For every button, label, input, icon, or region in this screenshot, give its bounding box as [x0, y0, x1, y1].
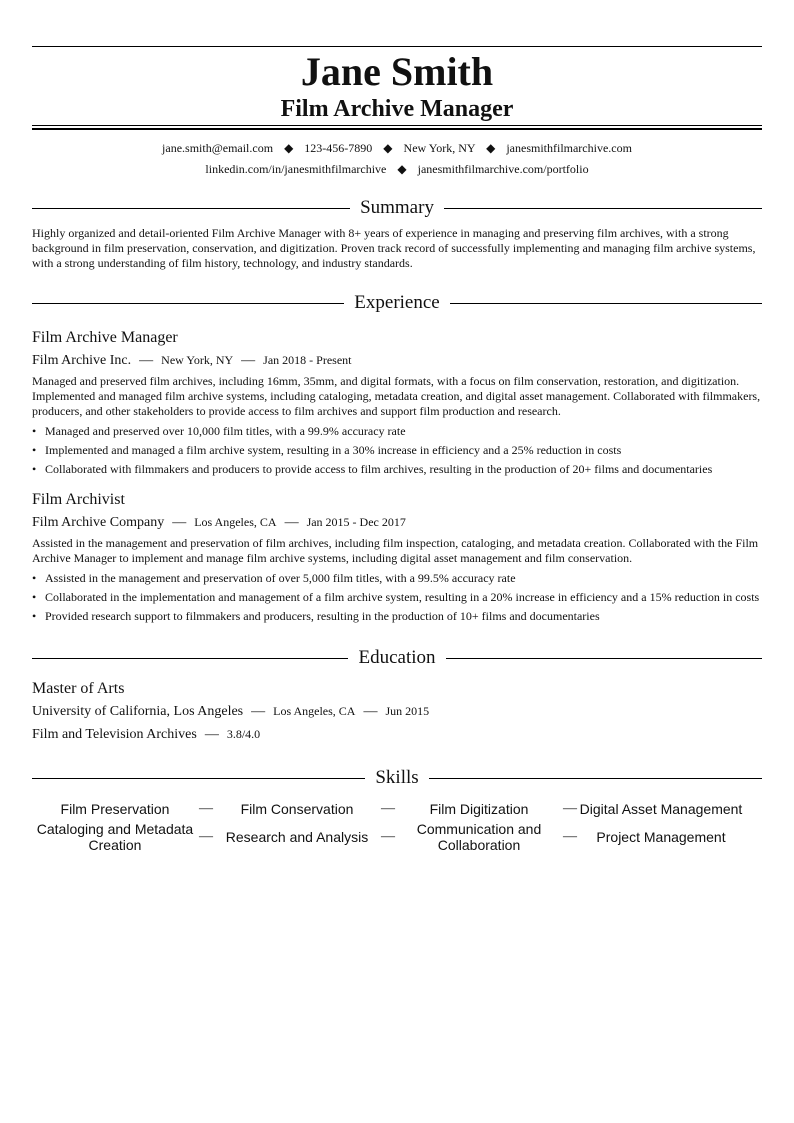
skill-item: Film Conservation — [240, 801, 354, 817]
skill-item: Research and Analysis — [225, 829, 369, 845]
summary-heading — [32, 194, 762, 222]
dash-separator: — — [284, 515, 299, 530]
bullet-icon: • — [32, 609, 37, 623]
education-field — [32, 723, 762, 746]
skills-row — [32, 820, 762, 854]
email[interactable]: jane.smith@email.com — [162, 141, 274, 155]
bullet-icon: • — [32, 424, 37, 438]
job-description: Assisted in the management and preservation of film archives, including film inspection, cataloging, and metadata creation. Collaborated with the Film Archive Manager to implement and manage film archive systems, including digital asset management and film conservation. — [32, 536, 759, 565]
job-title: Film Archivist — [32, 491, 125, 508]
dash-separator: — — [199, 829, 213, 844]
job-meta — [32, 511, 762, 534]
list-item: • Collaborated in the implementation and management of a film archive system, resulting in a 20% increase in efficiency and a 15% reduction in costs — [32, 588, 762, 607]
job-dates: Jan 2018 - Present — [263, 353, 352, 367]
job-location: New York, NY — [161, 353, 234, 367]
school: University of California, Los Angeles — [32, 704, 244, 719]
summary-text: Highly organized and detail-oriented Film Archive Manager with 8+ years of experience in managing and preserving film archives, with a strong background in film preservation, conservation, and digitization. Proven track record of successfully implementing and managing film archive systems, with a strong understanding of film history, technology, and industry standards. — [32, 226, 756, 270]
gpa: 3.8/4.0 — [226, 727, 261, 741]
list-item: • Provided research support to filmmakers and producers, resulting in the production of 10+ films and documentaries — [32, 607, 762, 626]
dash-separator: — — [199, 801, 213, 816]
bullet-icon: • — [32, 590, 37, 604]
dash-separator: — — [139, 353, 154, 368]
portfolio-link[interactable]: janesmithfilmarchive.com/portfolio — [417, 162, 589, 176]
list-item: • Managed and preserved over 10,000 film titles, with a 99.9% accuracy rate — [32, 422, 762, 441]
company: Film Archive Inc. — [32, 353, 132, 368]
job-meta — [32, 349, 762, 372]
job-location: Los Angeles, CA — [194, 515, 277, 529]
dash-separator: — — [241, 353, 256, 368]
job-achievements — [32, 569, 762, 626]
dash-separator: — — [204, 727, 219, 742]
company: Film Archive Company — [32, 515, 165, 530]
bullet-icon: • — [32, 443, 37, 457]
job-description: Managed and preserved film archives, including 16mm, 35mm, and digital formats, with a focus on film conservation, restoration, and digitization. Implemented and managed film archive systems, including cataloging, metadata creation, and digital asset management. Collaborated with filmmakers, producers, and other stakeholders to provide access to film archives and support film production and research. — [32, 374, 761, 418]
candidate-role: Film Archive Manager — [280, 96, 514, 122]
diamond-separator-icon: ◆ — [397, 162, 407, 176]
skill-item: Cataloging and Metadata Creation — [36, 821, 194, 853]
location: New York, NY — [403, 141, 476, 155]
graduation-date: Jun 2015 — [385, 704, 430, 718]
education-heading — [32, 644, 762, 672]
skills-row — [32, 798, 762, 820]
section-title: Education — [358, 647, 436, 668]
diamond-separator-icon: ◆ — [486, 141, 496, 155]
field-of-study: Film and Television Archives — [32, 727, 197, 742]
dash-separator: — — [563, 829, 577, 844]
dash-separator: — — [381, 829, 395, 844]
header-rules — [32, 125, 762, 130]
skills-heading — [32, 764, 762, 792]
section-title: Experience — [354, 292, 440, 313]
list-item: • Implemented and managed a film archive system, resulting in a 30% increase in efficiency and a 25% reduction in costs — [32, 441, 762, 460]
skill-item: Project Management — [596, 829, 726, 845]
education-entry — [32, 678, 762, 746]
contact-line-2 — [32, 159, 762, 180]
education-meta — [32, 700, 762, 723]
linkedin-link[interactable]: linkedin.com/in/janesmithfilmarchive — [205, 162, 387, 176]
phone[interactable]: 123-456-7890 — [304, 141, 373, 155]
website[interactable]: janesmithfilmarchive.com — [506, 141, 632, 155]
diamond-separator-icon: ◆ — [284, 141, 294, 155]
job-achievements — [32, 422, 762, 479]
dash-separator: — — [172, 515, 187, 530]
skill-item: Film Digitization — [429, 801, 529, 817]
dash-separator: — — [563, 801, 577, 816]
job-entry — [32, 489, 762, 626]
job-dates: Jan 2015 - Dec 2017 — [306, 515, 406, 529]
experience-heading — [32, 289, 762, 317]
section-title: Summary — [360, 197, 434, 218]
job-entry — [32, 327, 762, 479]
contact-info — [32, 138, 762, 180]
skills-grid — [32, 798, 762, 854]
bullet-icon: • — [32, 462, 37, 476]
skill-item: Film Preservation — [60, 801, 170, 817]
list-item: • Assisted in the management and preservation of over 5,000 film titles, with a 99.5% accuracy rate — [32, 569, 762, 588]
candidate-name: Jane Smith — [300, 49, 494, 94]
list-item: • Collaborated with filmmakers and producers to provide access to film archives, resulting in the production of 20+ films and documentaries — [32, 460, 762, 479]
job-title: Film Archive Manager — [32, 329, 178, 346]
school-location: Los Angeles, CA — [273, 704, 356, 718]
degree: Master of Arts — [32, 680, 125, 697]
contact-line-1 — [32, 138, 762, 159]
dash-separator: — — [381, 801, 395, 816]
skill-item: Digital Asset Management — [579, 801, 743, 817]
top-rule — [32, 46, 762, 47]
dash-separator: — — [363, 704, 378, 719]
resume-page — [32, 46, 762, 854]
skill-item: Communication and Collaboration — [416, 821, 542, 853]
section-title: Skills — [375, 767, 419, 788]
bullet-icon: • — [32, 571, 37, 585]
diamond-separator-icon: ◆ — [383, 141, 393, 155]
dash-separator: — — [251, 704, 266, 719]
